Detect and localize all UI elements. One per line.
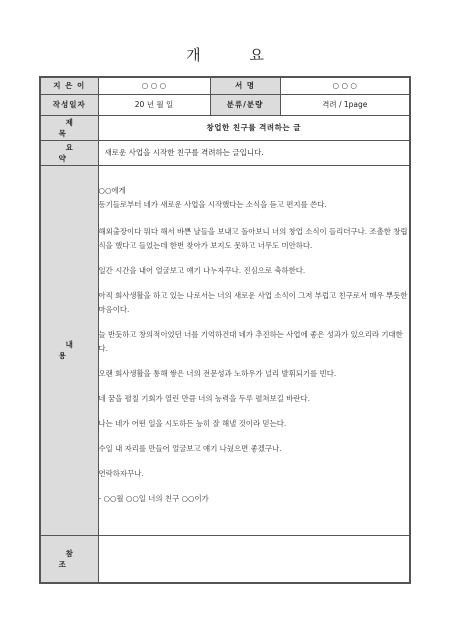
document-title: 개 요: [186, 46, 286, 64]
signature-label: 서 명: [210, 77, 280, 94]
letter-paragraph: 나는 네가 어떤 일을 시도하든 능히 잘 해낼 것이라 믿는다.: [98, 418, 287, 428]
letter-body: [98, 165, 410, 535]
letter-paragraph: 일간 시간을 내어 얼굴보고 얘기 나누자꾸나. 진심으로 축하한다.: [98, 265, 306, 275]
category-value: 격려 / 1page: [280, 94, 410, 115]
subject-label: 제 목: [40, 115, 98, 140]
letter-paragraph: 네 꿈을 펼칠 기회가 열린 만큼 너의 능력을 두루 펼쳐보길 바란다.: [98, 393, 310, 403]
date-label: 작성일자: [40, 94, 98, 115]
letter-paragraph: 연락하자꾸나.: [98, 468, 144, 478]
category-label: 분류/분량: [210, 94, 280, 115]
summary-row: [40, 140, 410, 165]
overview-table: [39, 76, 411, 584]
author-row: [40, 77, 410, 94]
author-label: 지 은 이: [40, 77, 98, 94]
letter-paragraph: 늘 반듯하고 창의적이었던 너를 기억하건대 네가 추진하는 사업에 좋은 성과가 있으리라 기대한다.: [98, 329, 403, 353]
content-row: [40, 165, 410, 535]
summary-label: 요 약: [40, 140, 98, 165]
letter-paragraph: 동기들로부터 네가 새로운 사업을 시작했다는 소식을 듣고 편지를 쓴다.: [98, 199, 327, 209]
letter-paragraph: 해외출장이다 뭐다 해서 바쁜 날들을 보내고 돌아보니 너의 창업 소식이 들리더구나. 조촐한 창립식을 했다고 들었는데 한번 찾아가 보지도 못하고 너무도 미안하다.: [98, 226, 408, 250]
letter-greeting: ○○에게: [98, 185, 126, 195]
letter-paragraph: 수일 내 자리를 만들어 얼굴보고 얘기 나눴으면 좋겠구나.: [98, 443, 282, 453]
reference-value: [98, 535, 410, 583]
letter-paragraph: 아직 회사생활을 하고 있는 나로서는 너의 새로운 사업 소식이 그저 부럽고 친구로서 매우 뿌듯한 마음이다.: [98, 290, 408, 314]
reference-label: 참 조: [40, 535, 98, 583]
author-value: ○ ○ ○: [98, 77, 210, 94]
content-label: 내 용: [40, 165, 98, 535]
subject-row: [40, 115, 410, 140]
date-row: [40, 94, 410, 115]
letter-paragraph: 오랜 회사생활을 통해 쌓은 너의 전문성과 노하우가 널리 발휘되기를 빈다.: [98, 368, 337, 378]
date-value: 20 년 월 일: [98, 94, 210, 115]
summary-value: 새로운 사업을 시작한 친구를 격려하는 글입니다.: [98, 140, 410, 165]
reference-row: [40, 535, 410, 583]
signature-value: ○ ○ ○: [280, 77, 410, 94]
letter-signoff: - ○○월 ○○일 너의 친구 ○○이가: [98, 493, 209, 503]
subject-value: 창업한 친구를 격려하는 글: [98, 115, 410, 140]
